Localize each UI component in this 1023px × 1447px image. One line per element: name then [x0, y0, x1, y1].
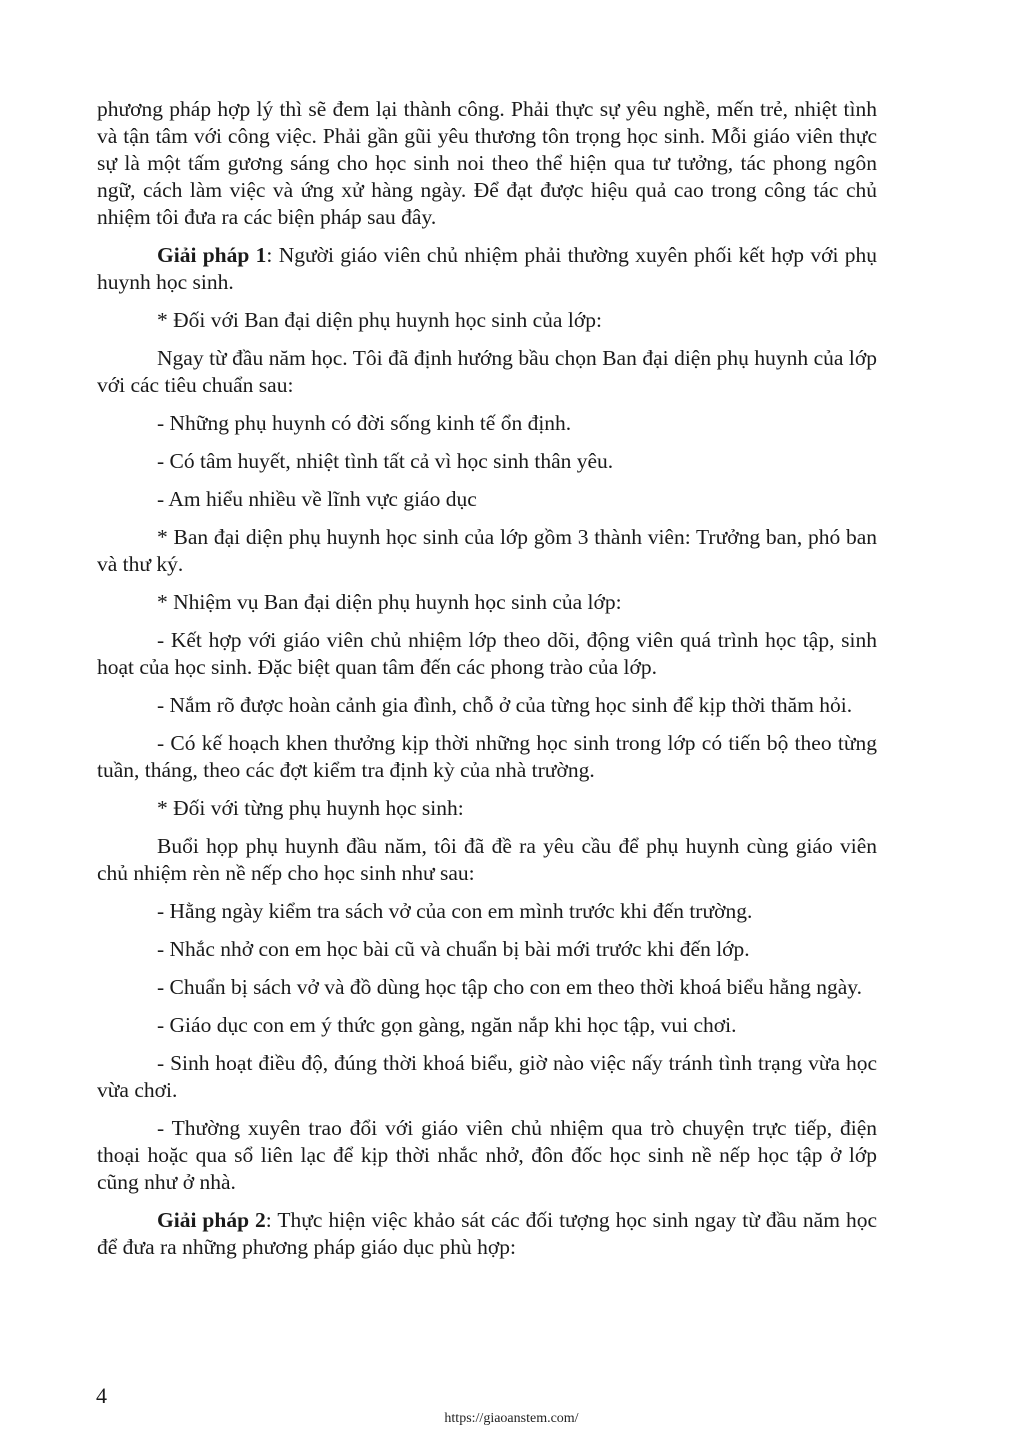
- solution-heading: Giải pháp 2: [157, 1208, 266, 1232]
- solution-heading: Giải pháp 1: [157, 243, 267, 267]
- paragraph: * Đối với Ban đại diện phụ huynh học sinh của lớp:: [157, 308, 602, 332]
- list-item: - Chuẩn bị sách vở và đồ dùng học tập cho con em theo thời khoá biểu hằng ngày.: [157, 975, 862, 999]
- list-item: - Sinh hoạt điều độ, đúng thời khoá biểu, giờ nào việc nấy tránh tình trạng vừa học vừa chơi.: [97, 1051, 877, 1102]
- list-item: - Hằng ngày kiểm tra sách vở của con em mình trước khi đến trường.: [157, 899, 753, 923]
- paragraph: * Nhiệm vụ Ban đại diện phụ huynh học sinh của lớp:: [157, 590, 622, 614]
- paragraph: phương pháp hợp lý thì sẽ đem lại thành công. Phải thực sự yêu nghề, mến trẻ, nhiệt tình và tận tâm với công việc. Phải gần gũi yêu thương tôn trọng học sinh. Mỗi giáo viên thực sự là một tấm gương sáng cho học sinh noi theo thể hiện qua tư tưởng, tác phong ngôn ngữ, cách làm việc và ứng xử hàng ngày. Để đạt được hiệu quả cao trong công tác chủ nhiệm tôi đưa ra các biện pháp sau đây.: [97, 97, 877, 229]
- page-number: 4: [96, 1383, 107, 1408]
- footer-url: https://giaoanstem.com/: [444, 1411, 579, 1426]
- list-item: - Giáo dục con em ý thức gọn gàng, ngăn nắp khi học tập, vui chơi.: [157, 1013, 737, 1037]
- paragraph: Ngay từ đầu năm học. Tôi đã định hướng bầu chọn Ban đại diện phụ huynh của lớp với các tiêu chuẩn sau:: [97, 346, 877, 397]
- list-item: - Có tâm huyết, nhiệt tình tất cả vì học sinh thân yêu.: [157, 449, 614, 473]
- paragraph: * Đối với từng phụ huynh học sinh:: [157, 796, 464, 820]
- list-item: - Nhắc nhở con em học bài cũ và chuẩn bị bài mới trước khi đến lớp.: [157, 937, 750, 961]
- paragraph: * Ban đại diện phụ huynh học sinh của lớp gồm 3 thành viên: Trưởng ban, phó ban và thư ký.: [97, 525, 877, 576]
- list-item: - Những phụ huynh có đời sống kinh tế ổn định.: [157, 411, 572, 435]
- list-item: - Nắm rõ được hoàn cảnh gia đình, chỗ ở của từng học sinh để kịp thời thăm hỏi.: [157, 693, 853, 717]
- paragraph-solution-1: Giải pháp 1: Người giáo viên chủ nhiệm phải thường xuyên phối kết hợp với phụ huynh học sinh.: [97, 243, 877, 294]
- paragraph-solution-2: Giải pháp 2: Thực hiện việc khảo sát các đối tượng học sinh ngay từ đầu năm học để đưa ra những phương pháp giáo dục phù hợp:: [97, 1208, 877, 1259]
- list-item: - Có kế hoạch khen thưởng kịp thời những học sinh trong lớp có tiến bộ theo từng tuần, tháng, theo các đợt kiểm tra định kỳ của nhà trường.: [97, 731, 877, 782]
- document-body: [97, 96, 877, 1272]
- list-item: - Thường xuyên trao đổi với giáo viên chủ nhiệm qua trò chuyện trực tiếp, điện thoại hoặc qua sổ liên lạc để kịp thời nhắc nhở, đôn đốc học sinh nề nếp học tập ở lớp cũng như ở nhà.: [97, 1116, 877, 1194]
- paragraph: Buổi họp phụ huynh đầu năm, tôi đã đề ra yêu cầu để phụ huynh cùng giáo viên chủ nhiệm rèn nề nếp cho học sinh như sau:: [97, 834, 877, 885]
- list-item: - Kết hợp với giáo viên chủ nhiệm lớp theo dõi, động viên quá trình học tập, sinh hoạt của học sinh. Đặc biệt quan tâm đến các phong trào của lớp.: [97, 628, 877, 679]
- list-item: - Am hiểu nhiều về lĩnh vực giáo dục: [157, 487, 477, 511]
